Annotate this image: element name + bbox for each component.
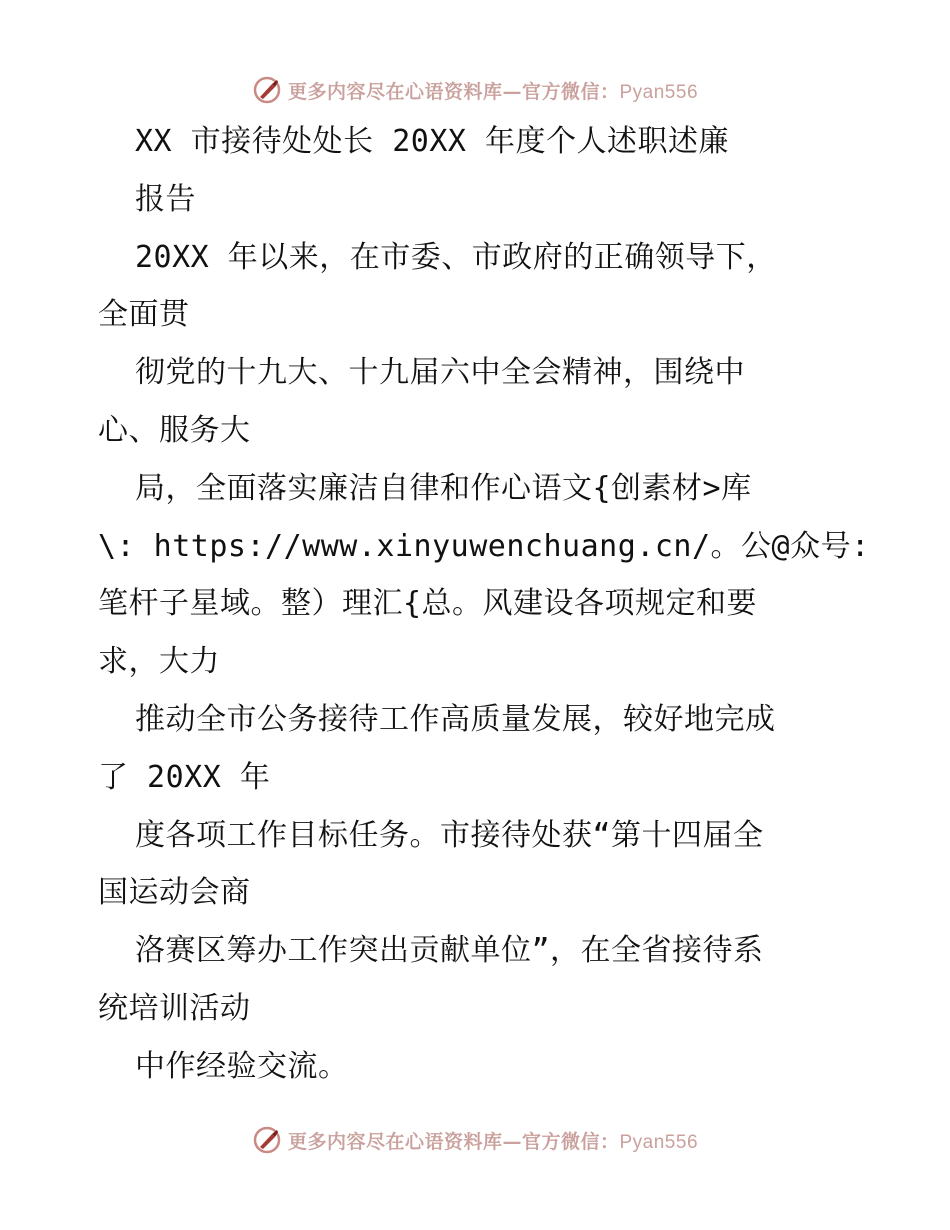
text-line: 求，大力	[98, 644, 220, 680]
text-line: 笔杆子星域。整）理汇{总。风建设各项规定和要	[98, 586, 758, 622]
text-line: 推动全市公务接待工作高质量发展，较好地完成	[135, 702, 776, 737]
text-line: 统培训活动	[98, 991, 251, 1026]
text-line: 国运动会商	[98, 875, 251, 911]
text-line: 心、服务大	[98, 413, 251, 448]
quill-logo-icon	[252, 1125, 282, 1155]
text-line: XX 市接待处处长 20XX 年度个人述职述廉	[135, 124, 730, 159]
watermark-text: 更多内容尽在心语资料库—官方微信：Pyan556	[287, 80, 699, 103]
text-line: 报告	[135, 181, 196, 217]
text-line: 中作经验交流。	[135, 1048, 349, 1084]
header-watermark	[0, 70, 950, 110]
text-line: 彻党的十九大、十九届六中全会精神，围绕中	[135, 355, 745, 391]
watermark-text: 更多内容尽在心语资料库—官方微信：Pyan556	[287, 1130, 699, 1153]
text-line: 洛赛区筹办工作突出贡献单位”，在全省接待系	[135, 933, 764, 969]
text-line: \: https://www.xinyuwenchuang.cn/。公@众号:	[98, 528, 870, 564]
footer-watermark	[0, 1120, 950, 1160]
text-line: 度各项工作目标任务。市接待处获“第十四届全	[135, 817, 764, 853]
text-line: 全面贯	[98, 297, 190, 333]
quill-logo-icon	[252, 75, 282, 105]
text-line: 局，全面落实廉洁自律和作心语文{创素材>库	[135, 470, 752, 506]
text-line: 了 20XX 年	[98, 759, 271, 795]
text-line: 20XX 年以来，在市委、市政府的正确领导下，	[135, 239, 777, 275]
